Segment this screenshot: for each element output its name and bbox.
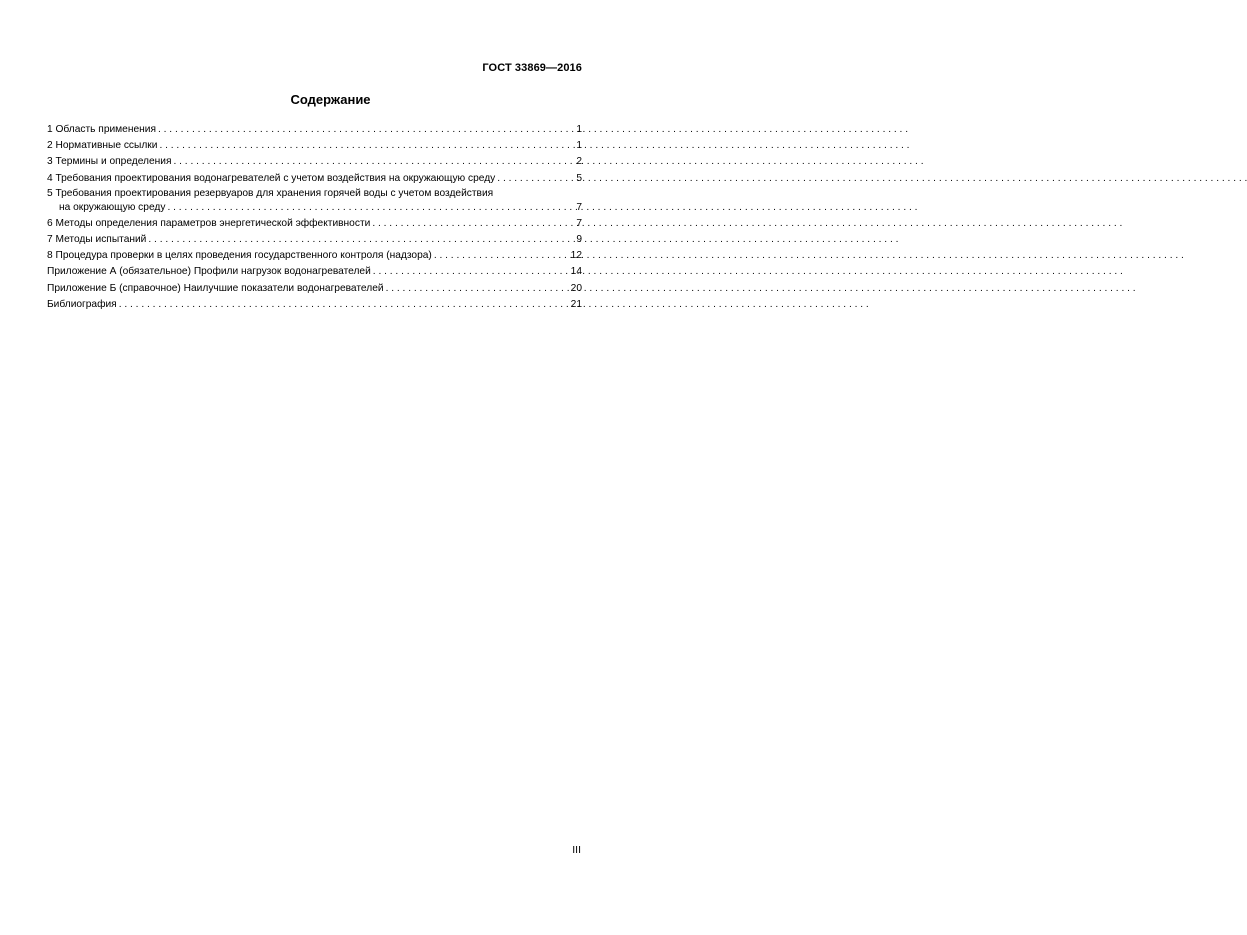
toc-entry-3[interactable] xyxy=(47,154,582,170)
toc-entry-6[interactable] xyxy=(47,216,582,232)
toc-entry-page: 1 xyxy=(576,124,582,135)
toc-entry-page: 21 xyxy=(570,298,582,310)
toc-entry-page: 5 xyxy=(576,172,582,184)
toc-entry-title-continuation: на окружающую среду xyxy=(59,201,166,213)
dot-leader xyxy=(495,171,576,187)
toc-entry-title: 7 Методы испытаний xyxy=(47,234,147,246)
toc-entry-title: 5 Требования проектирования резервуаров для хранения горячей воды с учетом воздействия xyxy=(47,187,494,199)
dot-leader xyxy=(146,232,576,248)
table-of-contents xyxy=(47,122,582,313)
toc-entry-2[interactable] xyxy=(47,138,582,154)
toc-entry-page: 7 xyxy=(576,201,582,213)
toc-entry-5-line-1[interactable] xyxy=(47,187,582,201)
toc-entry-appendix-b[interactable] xyxy=(47,281,582,297)
toc-entry-title: Приложение А (обязательное) Профили нагрузок водонагревателей xyxy=(47,266,371,278)
toc-title: Содержание xyxy=(290,92,371,107)
toc-entry-4[interactable] xyxy=(47,171,582,187)
dot-leader xyxy=(157,138,576,154)
dot-leader xyxy=(432,248,571,264)
toc-entry-title: 2 Нормативные ссылки xyxy=(47,140,158,152)
dot-leader xyxy=(171,154,576,170)
toc-entry-page: 20 xyxy=(570,282,582,294)
toc-entry-1[interactable] xyxy=(47,122,582,138)
toc-entry-title: 6 Методы определения параметров энергетической эффективности xyxy=(47,217,371,229)
toc-entry-7[interactable] xyxy=(47,232,582,248)
toc-entry-page: 14 xyxy=(570,266,582,278)
toc-entry-page: 2 xyxy=(576,156,582,168)
dot-leader xyxy=(117,297,571,313)
toc-entry-title: Библиография xyxy=(47,298,117,310)
dot-leader xyxy=(371,264,571,280)
toc-entry-title: 1 Область применения xyxy=(47,124,156,135)
dot-leader xyxy=(165,201,576,215)
page-number: III xyxy=(572,844,581,856)
toc-entry-bibliography[interactable] xyxy=(47,297,582,313)
dot-leader xyxy=(370,216,576,232)
toc-entry-title: 8 Процедура проверки в целях проведения государственного контроля (надзора) xyxy=(47,250,432,262)
dot-leader xyxy=(384,281,571,297)
toc-entry-appendix-a[interactable] xyxy=(47,264,582,280)
toc-entry-title: 3 Термины и определения xyxy=(47,156,172,168)
toc-entry-8[interactable] xyxy=(47,248,582,264)
dot-leader xyxy=(156,122,576,138)
document-code: ГОСТ 33869—2016 xyxy=(482,62,582,74)
toc-entry-page: 9 xyxy=(576,234,582,246)
toc-entry-title: 4 Требования проектирования водонагревателей с учетом воздействия на окружающую среду xyxy=(47,172,496,184)
toc-entry-page: 1 xyxy=(576,140,582,152)
toc-entry-page: 12 xyxy=(570,250,582,262)
toc-entry-title: Приложение Б (справочное) Наилучшие показатели водонагревателей xyxy=(47,282,384,294)
toc-entry-5-line-2[interactable] xyxy=(47,201,582,215)
toc-entry-page: 7 xyxy=(576,217,582,229)
